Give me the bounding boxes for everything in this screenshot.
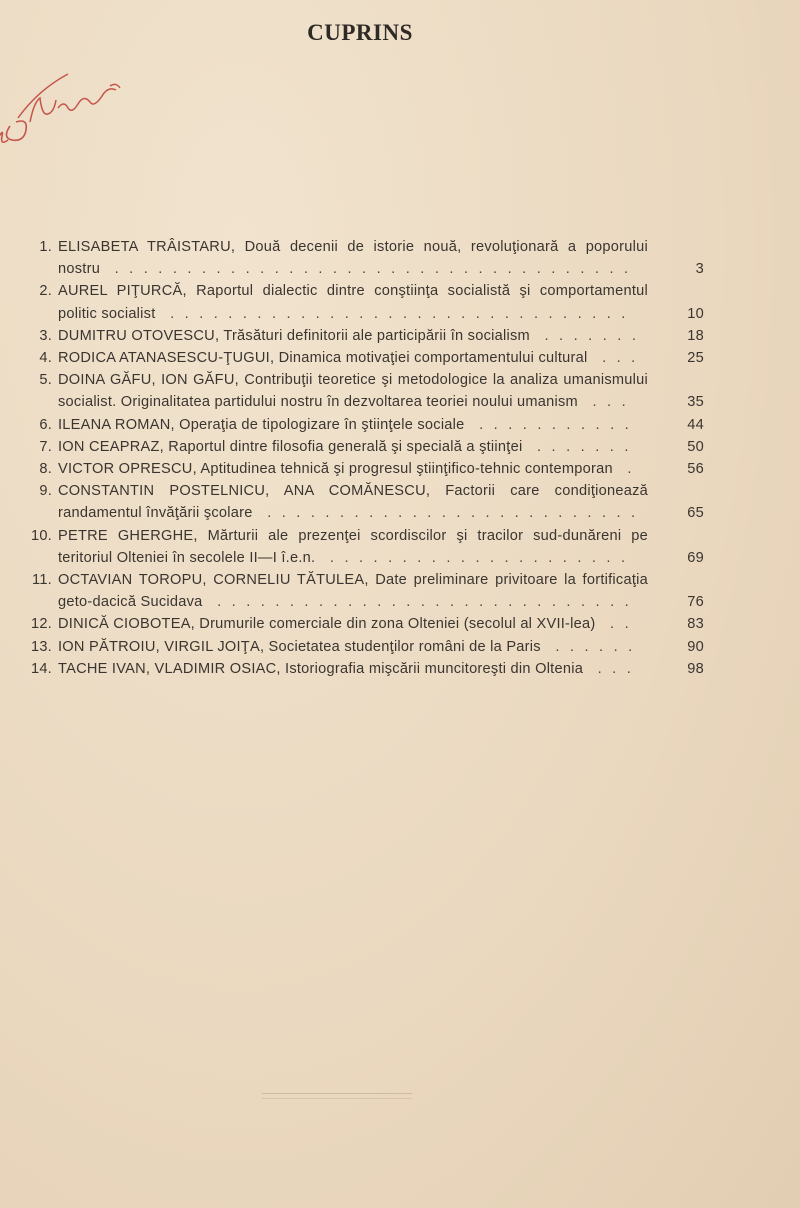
toc-entry xyxy=(22,525,704,569)
toc-entry xyxy=(22,369,704,413)
toc-entry-page: 69 xyxy=(687,549,704,566)
toc-entry-body xyxy=(58,347,704,369)
toc-entry-title: ION PĂTROIU, VIRGIL JOIŢA, Societatea studenţilor români de la Paris xyxy=(58,638,541,655)
toc-entry-page: 44 xyxy=(687,416,704,433)
toc-entry xyxy=(22,347,704,369)
dot-leaders: ... xyxy=(583,660,642,677)
toc-entry-title: ILEANA ROMAN, Operaţia de tipologizare în ştiinţele sociale xyxy=(58,416,465,433)
toc-entry-number: 10. xyxy=(30,527,52,544)
toc-entry-page: 3 xyxy=(695,261,704,278)
toc-entry xyxy=(22,613,704,635)
toc-entry-title: AUREL PIŢURCĂ, Raportul dialectic dintre conştiinţa socialistă şi comportamentul politic socialist xyxy=(58,283,648,322)
toc-entry-number: 11. xyxy=(32,572,52,589)
toc-entry-body xyxy=(58,613,704,635)
toc-entry-number: 2. xyxy=(39,283,52,300)
toc-entry-title: DUMITRU OTOVESCU, Trăsături definitorii ale participării în socialism xyxy=(58,327,530,344)
toc-entry-title: PETRE GHERGHE, Mărturii ale prezenţei scordiscilor şi tracilor sud-dunăreni pe teritoriul Olteniei în secolele II—I î.e.n. xyxy=(58,527,648,566)
toc-entry-body xyxy=(58,525,704,569)
toc-entry-title: TACHE IVAN, VLADIMIR OSIAC, Istoriografia mişcării muncitoreşti din Oltenia xyxy=(58,660,584,677)
toc-entry-page: 90 xyxy=(687,638,704,655)
dot-leaders: .................................... xyxy=(100,261,639,278)
toc-entry-title: DINICĂ CIOBOTEA, Drumurile comerciale din zona Olteniei (secolul al XVII-lea) xyxy=(58,616,596,633)
toc-entry-title: ION CEAPRAZ, Raportul dintre filosofia generală şi specială a ştiinţei xyxy=(58,438,523,455)
dot-leaders: ..................... xyxy=(315,549,636,566)
toc-entry xyxy=(22,636,704,658)
toc-entry-page: 35 xyxy=(687,394,704,411)
toc-entry-number: 6. xyxy=(39,416,52,433)
toc-entry-title: CONSTANTIN POSTELNICU, ANA COMĂNESCU, Factorii care condiţionează randamentul învăţării şcolare xyxy=(58,483,648,522)
toc-entry-number: 1. xyxy=(39,239,52,255)
toc-entry-page: 76 xyxy=(687,594,704,611)
toc-entry-page: 10 xyxy=(687,305,704,322)
toc-entry-body xyxy=(58,369,704,413)
toc-entry-number: 13. xyxy=(30,638,52,655)
toc-entry-number: 3. xyxy=(39,327,52,344)
toc-entry-title: ELISABETA TRÂISTARU, Două decenii de istorie nouă, revoluţionară a poporului nostru xyxy=(58,239,648,278)
toc-entry xyxy=(22,569,704,613)
divider xyxy=(262,1093,412,1094)
dot-leaders: ....... xyxy=(522,438,639,455)
toc-entry-body xyxy=(58,636,704,658)
toc-entry xyxy=(22,480,704,524)
toc-entry-title: VICTOR OPRESCU, Aptitudinea tehnică şi progresul ştiinţifico-tehnic contemporan xyxy=(58,461,613,478)
toc-entry xyxy=(22,236,704,280)
toc-entry-page: 98 xyxy=(687,660,704,677)
toc-entry-page: 65 xyxy=(687,505,704,522)
toc-entry-number: 4. xyxy=(39,350,52,367)
toc-entry xyxy=(22,325,704,347)
dot-leaders: ........... xyxy=(464,416,640,433)
toc-entry-number: 5. xyxy=(39,372,52,389)
handwritten-signature xyxy=(0,68,148,158)
dot-leaders: .. xyxy=(595,616,640,633)
toc-entry-body xyxy=(58,458,704,480)
toc-entry-page: 83 xyxy=(687,616,704,633)
dot-leaders: ....... xyxy=(529,327,647,344)
toc-entry xyxy=(22,280,704,324)
toc-entry-title: OCTAVIAN TOROPU, CORNELIU TĂTULEA, Date preliminare privitoare la fortificaţia geto-dacică Sucidava xyxy=(58,572,648,611)
dot-leaders: .......................... xyxy=(252,505,646,522)
toc-entry-body xyxy=(58,280,704,324)
toc-entry-number: 12. xyxy=(30,616,52,633)
toc-entry-title: DOINA GĂFU, ION GĂFU, Contribuţii teoretice şi metodologice la analiza umanismului socialist. Originalitatea partidului nostru în dezvoltarea teoriei noului umanism xyxy=(58,372,648,411)
toc-entry-number: 9. xyxy=(39,483,52,500)
dot-leaders: ...... xyxy=(540,638,643,655)
toc-entry-body xyxy=(58,414,704,436)
toc-entry-number: 14. xyxy=(30,660,52,677)
toc-entry-body xyxy=(58,236,704,280)
dot-leaders: ................................ xyxy=(155,305,636,322)
toc-entry-body xyxy=(58,436,704,458)
toc-entry-page: 56 xyxy=(687,461,704,478)
toc-entry xyxy=(22,414,704,436)
table-of-contents xyxy=(22,236,704,680)
toc-entry-number: 8. xyxy=(39,461,52,478)
toc-entry xyxy=(22,658,704,680)
page-title: CUPRINS xyxy=(307,20,413,45)
dot-leaders: ............................. xyxy=(202,594,640,611)
toc-entry xyxy=(22,436,704,458)
toc-entry xyxy=(22,458,704,480)
toc-entry-number: 7. xyxy=(39,438,52,455)
toc-entry-page: 25 xyxy=(687,350,704,367)
divider xyxy=(262,1098,412,1099)
toc-entry-title: RODICA ATANASESCU-ŢUGUI, Dinamica motivaţiei comportamentului cultural xyxy=(58,350,588,367)
toc-entry-body xyxy=(58,569,704,613)
toc-entry-body xyxy=(58,658,704,680)
dot-leaders: ... xyxy=(587,350,646,367)
dot-leaders: . xyxy=(612,461,642,478)
toc-entry-body xyxy=(58,480,704,524)
toc-entry-page: 50 xyxy=(687,438,704,455)
toc-entry-page: 18 xyxy=(687,327,704,344)
toc-entry-body xyxy=(58,325,704,347)
dot-leaders: ... xyxy=(577,394,637,411)
